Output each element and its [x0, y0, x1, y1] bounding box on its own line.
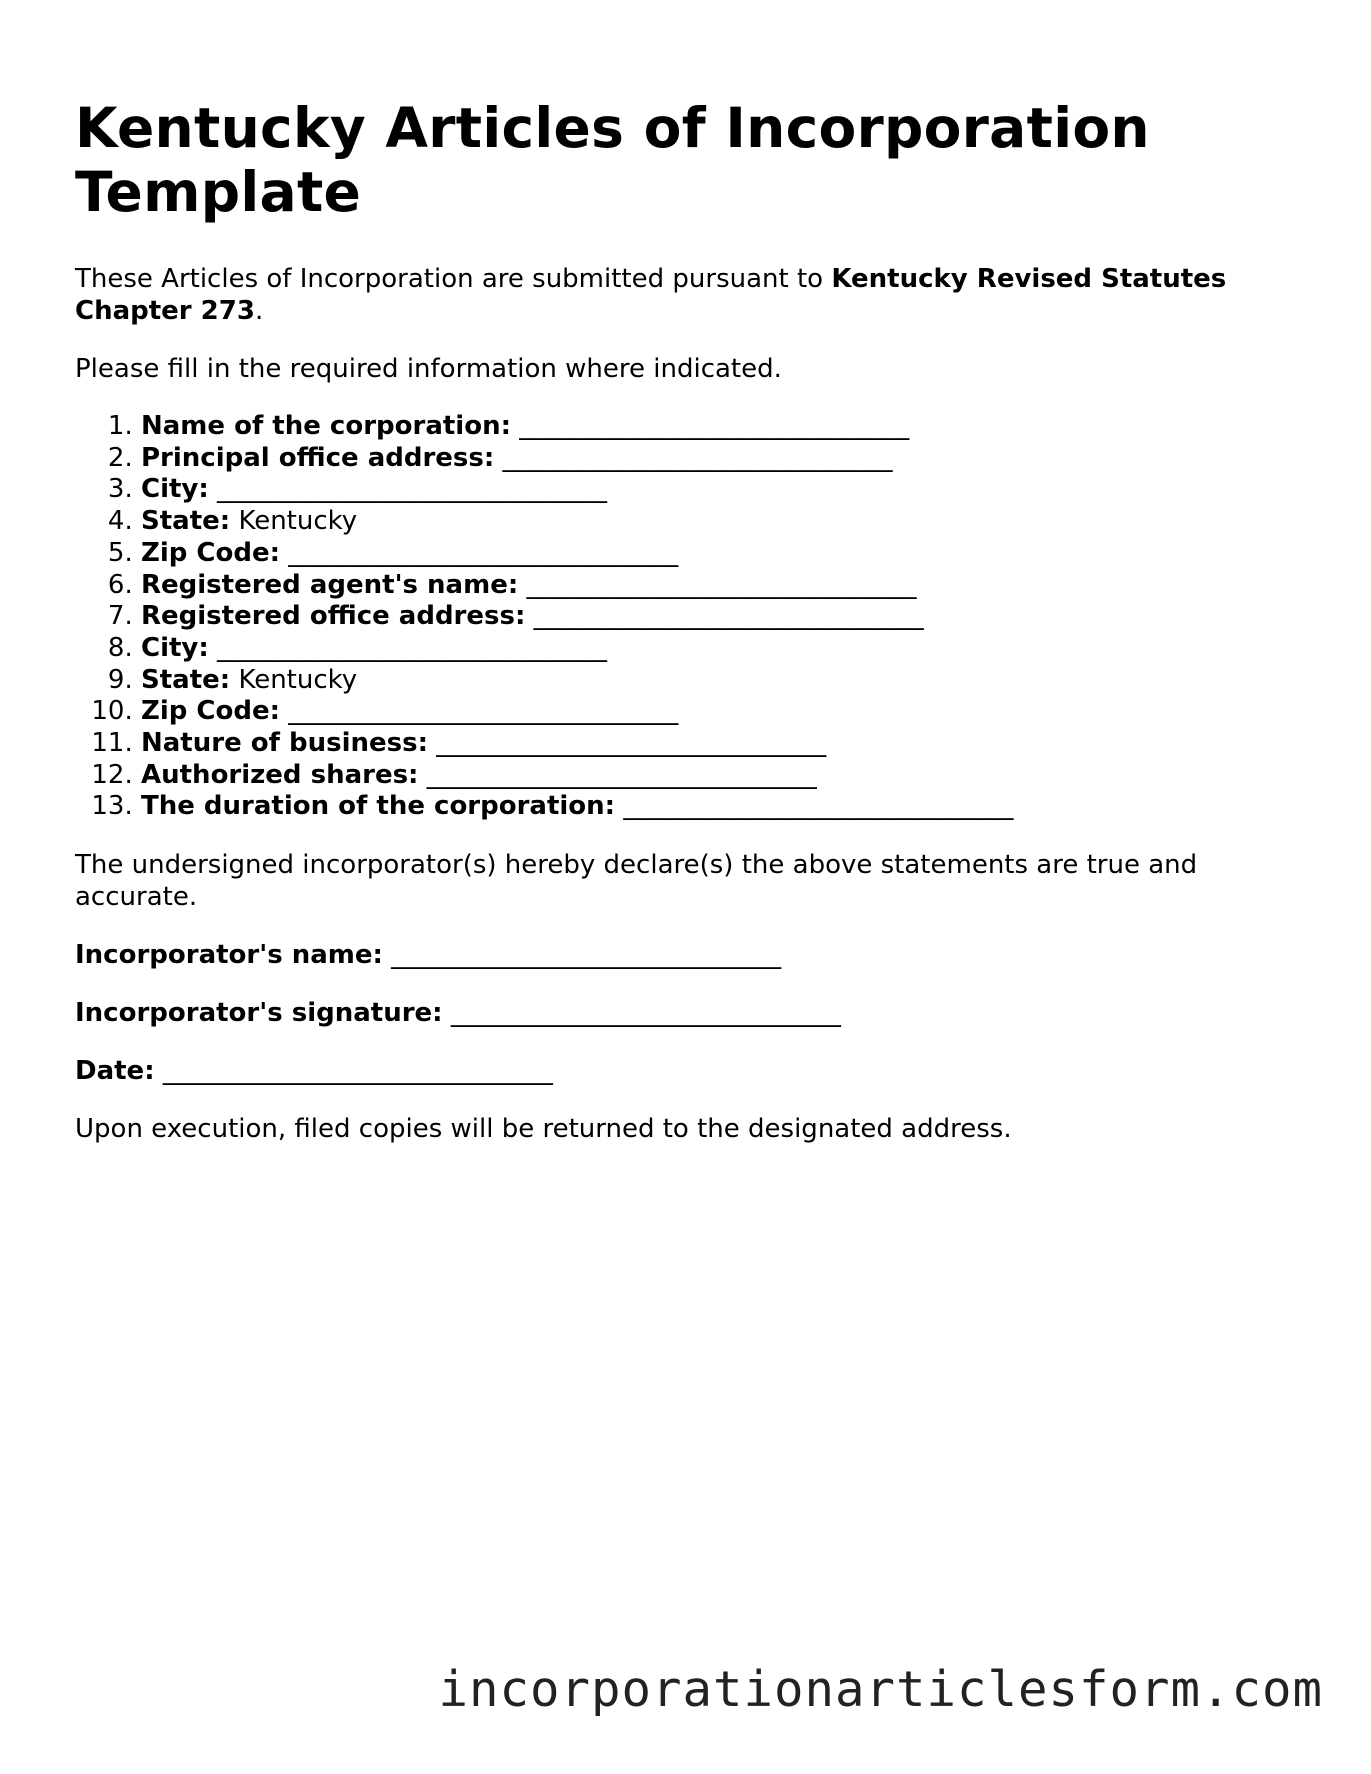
- field-registered-zip-code: [141, 696, 1305, 728]
- field-label: Name of the corporation:: [141, 411, 511, 441]
- fill-in-blank[interactable]: ______________________________: [217, 474, 608, 505]
- fill-in-blank[interactable]: ______________________________: [502, 442, 893, 473]
- instructions-text: Please fill in the required information where indicated.: [75, 354, 782, 384]
- fill-in-blank[interactable]: ______________________________: [623, 791, 1014, 822]
- field-label: The duration of the corporation:: [141, 791, 616, 822]
- page-title: Kentucky Articles of Incorporation Template: [75, 96, 1150, 224]
- fill-in-blank[interactable]: ______________________________: [450, 998, 841, 1029]
- intro-text: These Articles of Incorporation are submitted pursuant to: [75, 264, 832, 294]
- closing-text: Upon execution, filed copies will be returned to the designated address.: [75, 1114, 1012, 1145]
- field-city: [141, 474, 1305, 506]
- fill-in-blank[interactable]: ______________________________: [436, 728, 827, 759]
- field-label: State:: [141, 506, 231, 537]
- field-label: State:: [141, 664, 231, 695]
- fill-in-blank[interactable]: ______________________________: [391, 940, 782, 971]
- field-label: Principal office address:: [141, 442, 495, 473]
- date-label: Date:: [75, 1056, 155, 1087]
- field-label: Nature of business:: [141, 728, 428, 759]
- fill-in-blank[interactable]: ______________________________: [288, 696, 679, 727]
- field-registered-agent-name: [141, 570, 1305, 602]
- field-zip-code: [141, 538, 1305, 570]
- field-registered-office-address: [141, 601, 1305, 633]
- declaration-text: The undersigned incorporator(s) hereby declare(s) the above statements are true and accurate.: [75, 850, 1198, 913]
- field-registered-city: [141, 633, 1305, 665]
- fill-in-blank[interactable]: ______________________________: [519, 411, 910, 441]
- field-label: Zip Code:: [141, 537, 281, 568]
- fill-in-blank[interactable]: ______________________________: [426, 759, 817, 790]
- document-page: [75, 96, 1305, 1145]
- field-label: City:: [141, 474, 209, 505]
- field-label: Zip Code:: [141, 696, 281, 727]
- field-label: Registered office address:: [141, 601, 526, 632]
- incorporator-name-label: Incorporator's name:: [75, 940, 383, 971]
- field-state: [141, 506, 1305, 538]
- field-principal-office-address: [141, 443, 1305, 475]
- date-line: [75, 1055, 1305, 1087]
- incorporator-signature-label: Incorporator's signature:: [75, 998, 443, 1029]
- field-registered-state: [141, 665, 1305, 697]
- field-authorized-shares: [141, 760, 1305, 792]
- fill-in-blank[interactable]: ______________________________: [288, 537, 679, 568]
- field-corporation-name: [141, 411, 1305, 443]
- fill-in-blank[interactable]: ______________________________: [217, 632, 608, 663]
- site-watermark: incorporationarticlesform.com: [438, 1661, 1323, 1718]
- statute-reference: Kentucky Revised Statutes Chapter 273: [75, 264, 1227, 326]
- intro-paragraph: [75, 263, 1305, 327]
- field-label: Authorized shares:: [141, 759, 419, 790]
- field-duration: [141, 791, 1305, 823]
- field-label: Registered agent's name:: [141, 569, 519, 600]
- field-nature-of-business: [141, 728, 1305, 760]
- fill-in-blank[interactable]: ______________________________: [162, 1056, 553, 1087]
- field-label: City:: [141, 632, 209, 663]
- fill-in-blank[interactable]: ______________________________: [533, 601, 924, 632]
- intro-period: .: [254, 296, 264, 326]
- field-value: Kentucky: [238, 506, 358, 537]
- fill-in-blank[interactable]: ______________________________: [526, 569, 917, 600]
- incorporator-signature-line: [75, 997, 1305, 1029]
- incorporator-name-line: [75, 939, 1305, 971]
- field-value: Kentucky: [238, 664, 358, 695]
- form-fields-list: [75, 411, 1305, 823]
